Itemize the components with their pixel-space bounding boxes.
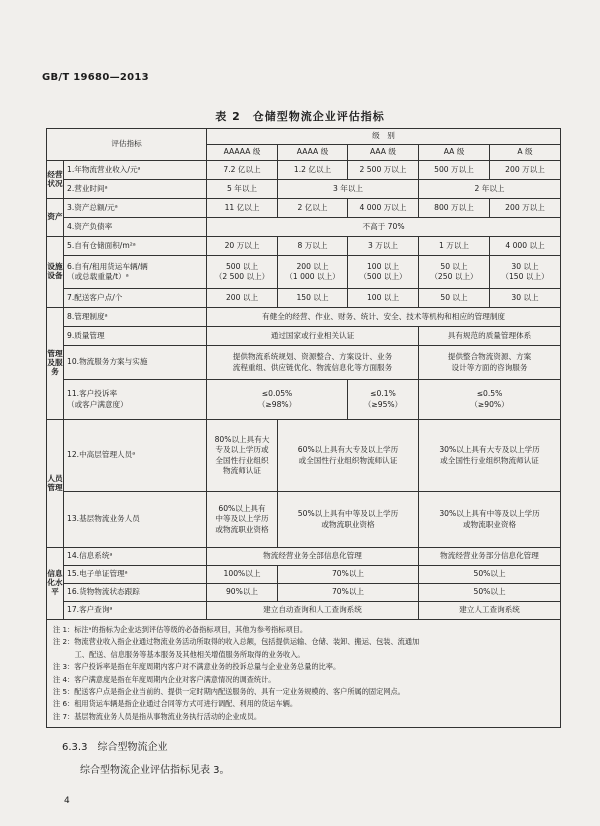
cell: 70%以上 [278, 566, 419, 584]
cell: 30 以上 [490, 289, 561, 308]
indicator-label: 11.客户投诉率 （或客户满意度） [64, 380, 207, 420]
indicator-label: 13.基层物流业务人员 [64, 492, 207, 548]
cell: 8 万以上 [278, 237, 348, 256]
cell: 30%以上具有大专及以上学历 或全国性行业组织物流师认证 [419, 420, 561, 492]
body-paragraph: 综合型物流企业评估指标见表 3。 [80, 765, 230, 776]
table-row [47, 256, 561, 289]
cell: 50 以上 （250 以上） [419, 256, 490, 289]
cell: 提供物流系统规划、资源整合、方案设计、业务 流程重组、供应链优化、物流信息化等方面服务 [207, 346, 419, 380]
page-number: 4 [64, 796, 70, 806]
table-row [47, 180, 561, 199]
cell: 通过国家或行业相关认证 [207, 327, 419, 346]
table-row [47, 237, 561, 256]
cell: 500 以上 （2 500 以上） [207, 256, 278, 289]
cell: 50 以上 [419, 289, 490, 308]
cell: 50%以上 [419, 566, 561, 584]
note-line: 注 3：客户投诉率是指在年度周期内客户对不满意业务的投诉总量与企业业务总量的比率。 [53, 662, 341, 672]
cell: 50%以上具有中等及以上学历 或物流职业资格 [278, 492, 419, 548]
table-row [47, 327, 561, 346]
table-row [47, 289, 561, 308]
cell: 800 万以上 [419, 199, 490, 218]
indicator-label: 2.营业时间ᵃ [64, 180, 207, 199]
indicator-label: 12.中高层管理人员ᵃ [64, 420, 207, 492]
table-row [47, 566, 561, 584]
cell: 2 500 万以上 [348, 161, 419, 180]
header-level: 级 别 [207, 129, 561, 145]
cell: 70%以上 [278, 584, 419, 602]
table-row [47, 548, 561, 566]
table-row [47, 380, 561, 420]
cell: 20 万以上 [207, 237, 278, 256]
indicator-label: 9.质量管理 [64, 327, 207, 346]
cell: 60%以上具有 中等及以上学历 或物流职业资格 [207, 492, 278, 548]
cell: 物流经营业务全部信息化管理 [207, 548, 419, 566]
cell: 4 000 以上 [490, 237, 561, 256]
note-line: 注 1：标注ᵃ的指标为企业达到评估等级的必备指标项目，其他为参考指标项目。 [53, 625, 308, 634]
table-row [47, 308, 561, 327]
level-aaaa: AAAA 级 [278, 145, 348, 161]
cell: 80%以上具有大 专及以上学历或 全国性行业组织 物流师认证 [207, 420, 278, 492]
indicator-label: 4.资产负债率 [64, 218, 207, 237]
indicator-label: 3.资产总额/元ᵃ [64, 199, 207, 218]
cell: ≤0.05% （≥98%） [207, 380, 348, 420]
indicator-label: 14.信息系统ᵃ [64, 548, 207, 566]
cell: 50%以上 [419, 584, 561, 602]
cell: 1 万以上 [419, 237, 490, 256]
cell: 200 以上 [207, 289, 278, 308]
cell: 建立自动查询和人工查询系统 [207, 602, 419, 620]
cell: 30%以上具有中等及以上学历 或物流职业资格 [419, 492, 561, 548]
header-indicator: 评估指标 [47, 129, 207, 161]
cell: 200 以上 （1 000 以上） [278, 256, 348, 289]
level-aaaaa: AAAAA 级 [207, 145, 278, 161]
table-row [47, 492, 561, 548]
cell: 100 以上 [348, 289, 419, 308]
category-facilities: 设施设备 [47, 237, 64, 308]
note-line: 注 2：物流营业收入指企业通过物流业务活动所取得的收入总额，包括提供运输、仓储、装卸、搬运、包装、流通加 [53, 637, 420, 647]
category-assets: 资产 [47, 199, 64, 237]
level-aa: AA 级 [419, 145, 490, 161]
note-line: 注 7：基层物流业务人员是指从事物流业务执行活动的企业成员。 [53, 711, 262, 721]
indicator-label: 6.自有/租用货运车辆/辆 （或总载重量/t）ᵃ [64, 256, 207, 289]
category-informatization: 信息化水平 [47, 548, 64, 620]
standard-code: GB/T 19680—2013 [42, 72, 149, 83]
cell: 11 亿以上 [207, 199, 278, 218]
section-number: 6.3.3 [62, 742, 88, 753]
cell: 提供整合物流资源、方案 设计等方面的咨询服务 [419, 346, 561, 380]
cell: 5 年以上 [207, 180, 278, 199]
indicator-label: 17.客户查询ᵃ [64, 602, 207, 620]
cell: 100%以上 [207, 566, 278, 584]
cell: 不高于 70% [207, 218, 561, 237]
indicator-label: 8.管理制度ᵃ [64, 308, 207, 327]
category-personnel: 人员管理 [47, 420, 64, 548]
table-row [47, 602, 561, 620]
category-economy: 经营状况 [47, 161, 64, 199]
cell: 200 万以上 [490, 199, 561, 218]
cell: 100 以上 （500 以上） [348, 256, 419, 289]
indicator-label: 15.电子单证管理ᵃ [64, 566, 207, 584]
section-title: 综合型物流企业 [97, 742, 168, 753]
cell: 1.2 亿以上 [278, 161, 348, 180]
level-a: A 级 [490, 145, 561, 161]
cell: 2 年以上 [419, 180, 561, 199]
table-row [47, 584, 561, 602]
cell: 建立人工查询系统 [419, 602, 561, 620]
cell: 有健全的经营、作业、财务、统计、安全、技术等机构和相应的管理制度 [207, 308, 561, 327]
note-line: 注 4：客户满意度是指在年度周期内企业对客户满意情况的调查统计。 [53, 674, 276, 684]
table-row [47, 420, 561, 492]
indicator-label: 7.配送客户点/个 [64, 289, 207, 308]
table-row [47, 346, 561, 380]
table-title: 表 2 仓储型物流企业评估指标 [215, 110, 385, 123]
indicator-label: 16.货物物流状态跟踪 [64, 584, 207, 602]
indicator-label: 1.年物流营业收入/元ᵃ [64, 161, 207, 180]
section-heading [62, 738, 167, 753]
category-management: 管理及服务 [47, 308, 64, 420]
cell: 30 以上 （150 以上） [490, 256, 561, 289]
table-row [47, 161, 561, 180]
cell: 4 000 万以上 [348, 199, 419, 218]
indicator-label: 5.自有仓储面积/m²ᵃ [64, 237, 207, 256]
cell: 物流经营业务部分信息化管理 [419, 548, 561, 566]
table-header-row [47, 129, 561, 145]
cell: 150 以上 [278, 289, 348, 308]
cell: 60%以上具有大专及以上学历 或全国性行业组织物流师认证 [278, 420, 419, 492]
cell: ≤0.1% （≥95%） [348, 380, 419, 420]
cell: 3 年以上 [278, 180, 419, 199]
cell: 3 万以上 [348, 237, 419, 256]
cell: 7.2 亿以上 [207, 161, 278, 180]
note-line: 工、配送、信息服务等基本服务及其他相关增值服务所取得的业务收入。 [53, 649, 305, 659]
note-line: 注 5：配送客户点是指企业当前的、提供一定时期内配送服务的、具有一定业务规模的、客户所属的固定网点。 [53, 686, 405, 696]
table-row [47, 218, 561, 237]
evaluation-table [46, 128, 561, 728]
level-aaa: AAA 级 [348, 145, 419, 161]
table-notes [47, 620, 561, 728]
table-row [47, 199, 561, 218]
note-line: 注 6：租用货运车辆是指企业通过合同等方式可进行调配、利用的货运车辆。 [53, 699, 298, 709]
cell: ≤0.5% （≥90%） [419, 380, 561, 420]
notes-row [47, 620, 561, 728]
cell: 具有规范的质量管理体系 [419, 327, 561, 346]
cell: 2 亿以上 [278, 199, 348, 218]
cell: 500 万以上 [419, 161, 490, 180]
cell: 200 万以上 [490, 161, 561, 180]
indicator-label: 10.物流服务方案与实施 [64, 346, 207, 380]
cell: 90%以上 [207, 584, 278, 602]
